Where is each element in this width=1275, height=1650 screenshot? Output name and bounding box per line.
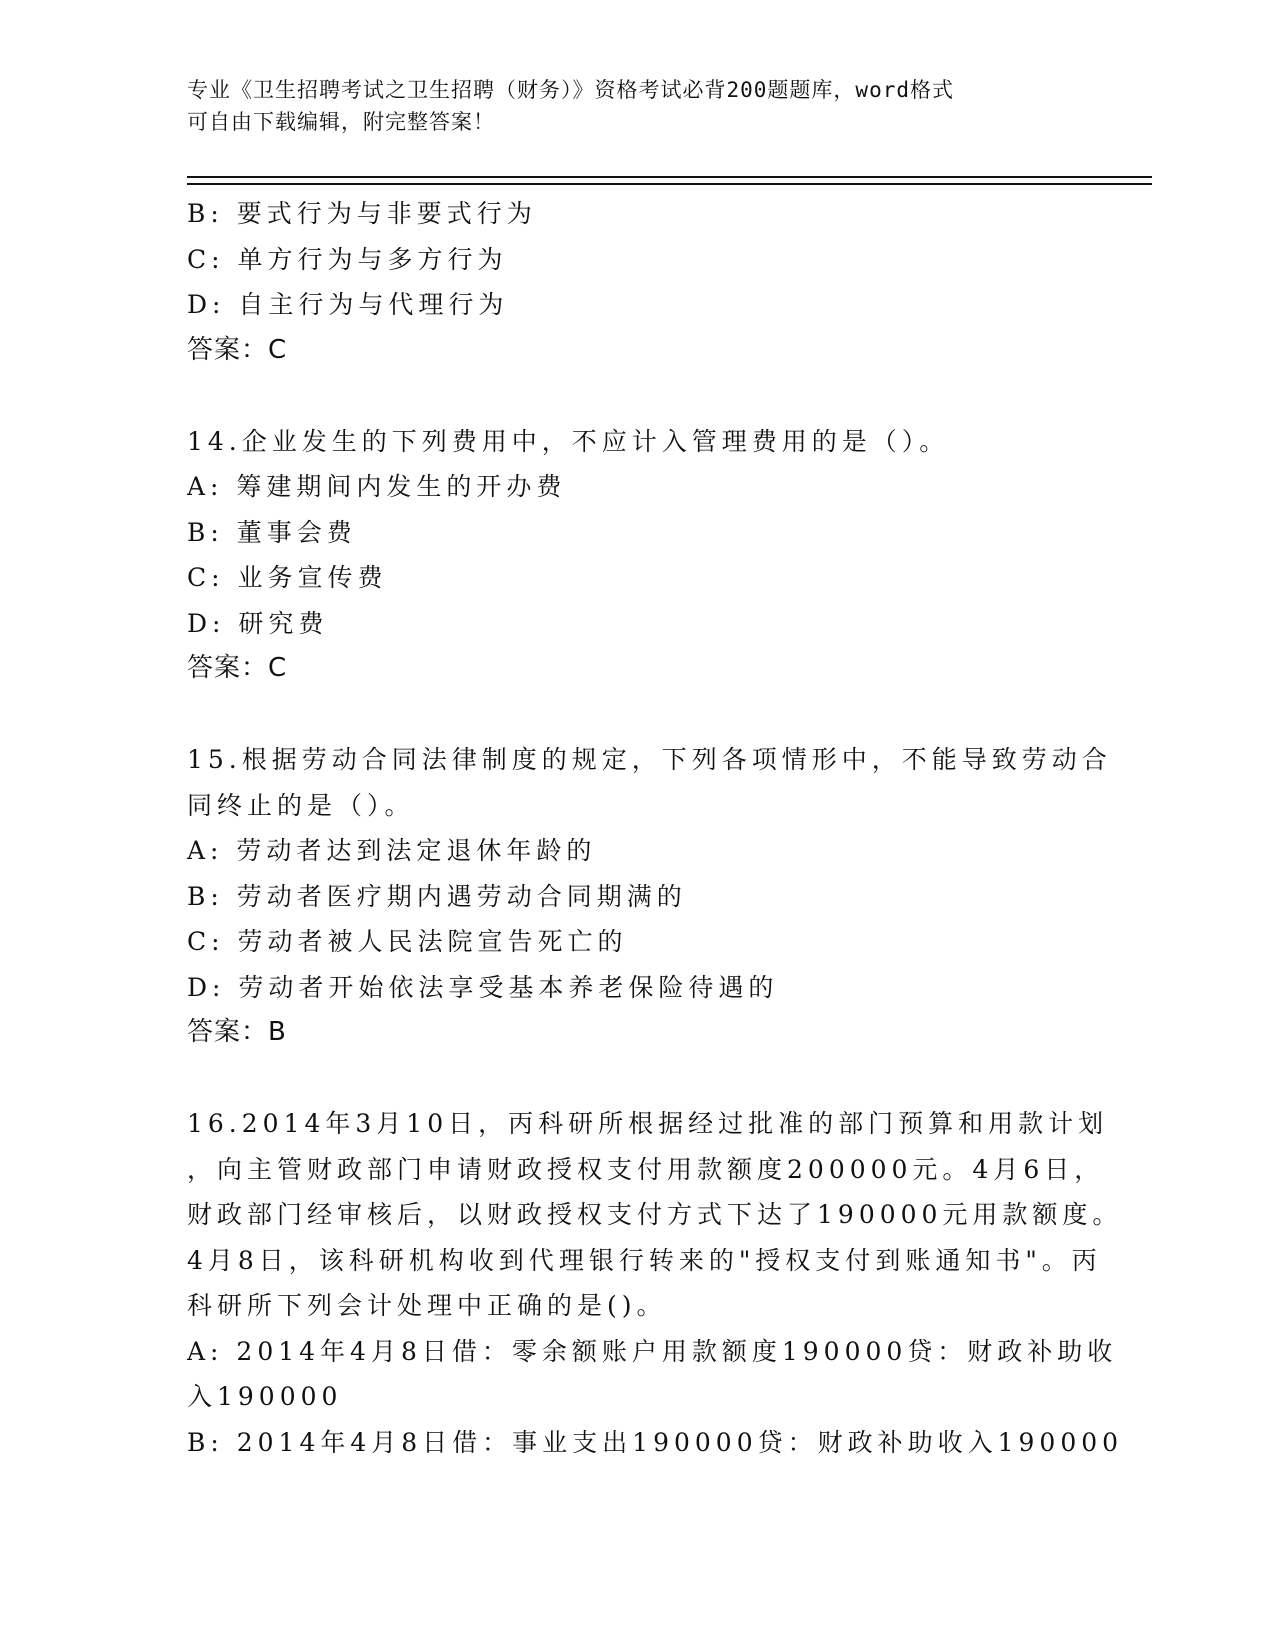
header-divider-top [187,176,1152,178]
spacer [187,692,1087,738]
question-stem: 14.企业发生的下列费用中，不应计入管理费用的是（）。 [187,426,950,456]
option-c: C: 单方行为与多方行为 [187,244,508,274]
option-b: B: 2014年4月8日借：事业支出190000贷：财政补助收入190000 [187,1427,1124,1457]
option-a: 入190000 [187,1382,343,1411]
header-line-1: 专业《卫生招聘考试之卫生招聘（财务）》资格考试必背200题题库，word格式 [187,78,954,102]
question-stem: 16.2014年3月10日，丙科研所根据经过批准的部门预算和用款计划 [187,1109,1109,1138]
question-16 [187,1101,1124,1465]
option-a: A: 劳动者达到法定退休年龄的 [187,836,597,865]
header-divider-bottom [187,183,1152,185]
option-a: A: 筹建期间内发生的开办费 [187,472,567,501]
question-stem: 科研所下列会计处理中正确的是()。 [187,1291,667,1320]
option-a: A: 2014年4月8日借：零余额账户用款额度190000贷：财政补助收 [187,1336,1118,1366]
answer: 答案：C [187,653,288,683]
question-stem: ，向主管财政部门申请财政授权支付用款额度200000元。4月6日， [187,1154,1105,1184]
option-d: D: 劳动者开始依法享受基本养老保险待遇的 [187,972,779,1002]
question-stem: 同终止的是（）。 [187,790,415,820]
question-list [187,191,1124,1465]
option-b: B: 董事会费 [187,517,357,547]
spacer [187,1056,1087,1102]
question-stem: 4月8日，该科研机构收到代理银行转来的"授权支付到账通知书"。丙 [187,1245,1102,1275]
spacer [187,373,1087,419]
option-c: C: 劳动者被人民法院宣告死亡的 [187,927,628,956]
option-c: C: 业务宣传费 [187,563,388,592]
question-15 [187,737,1112,1056]
header-line-2: 可自由下载编辑，附完整答案！ [187,110,495,134]
option-b: B: 要式行为与非要式行为 [187,199,537,228]
question-13-tail [187,191,1087,373]
question-stem: 15.根据劳动合同法律制度的规定，下列各项情形中，不能导致劳动合 [187,745,1112,774]
option-b: B: 劳动者医疗期内遇劳动合同期满的 [187,881,687,911]
option-d: D: 自主行为与代理行为 [187,290,509,319]
question-stem: 财政部门经审核后，以财政授权支付方式下达了190000元用款额度。 [187,1200,1123,1229]
answer: 答案：C [187,334,288,365]
document-header [187,74,1087,138]
option-d: D: 研究费 [187,608,329,638]
question-14 [187,419,1087,692]
answer: 答案：B [187,1017,287,1047]
